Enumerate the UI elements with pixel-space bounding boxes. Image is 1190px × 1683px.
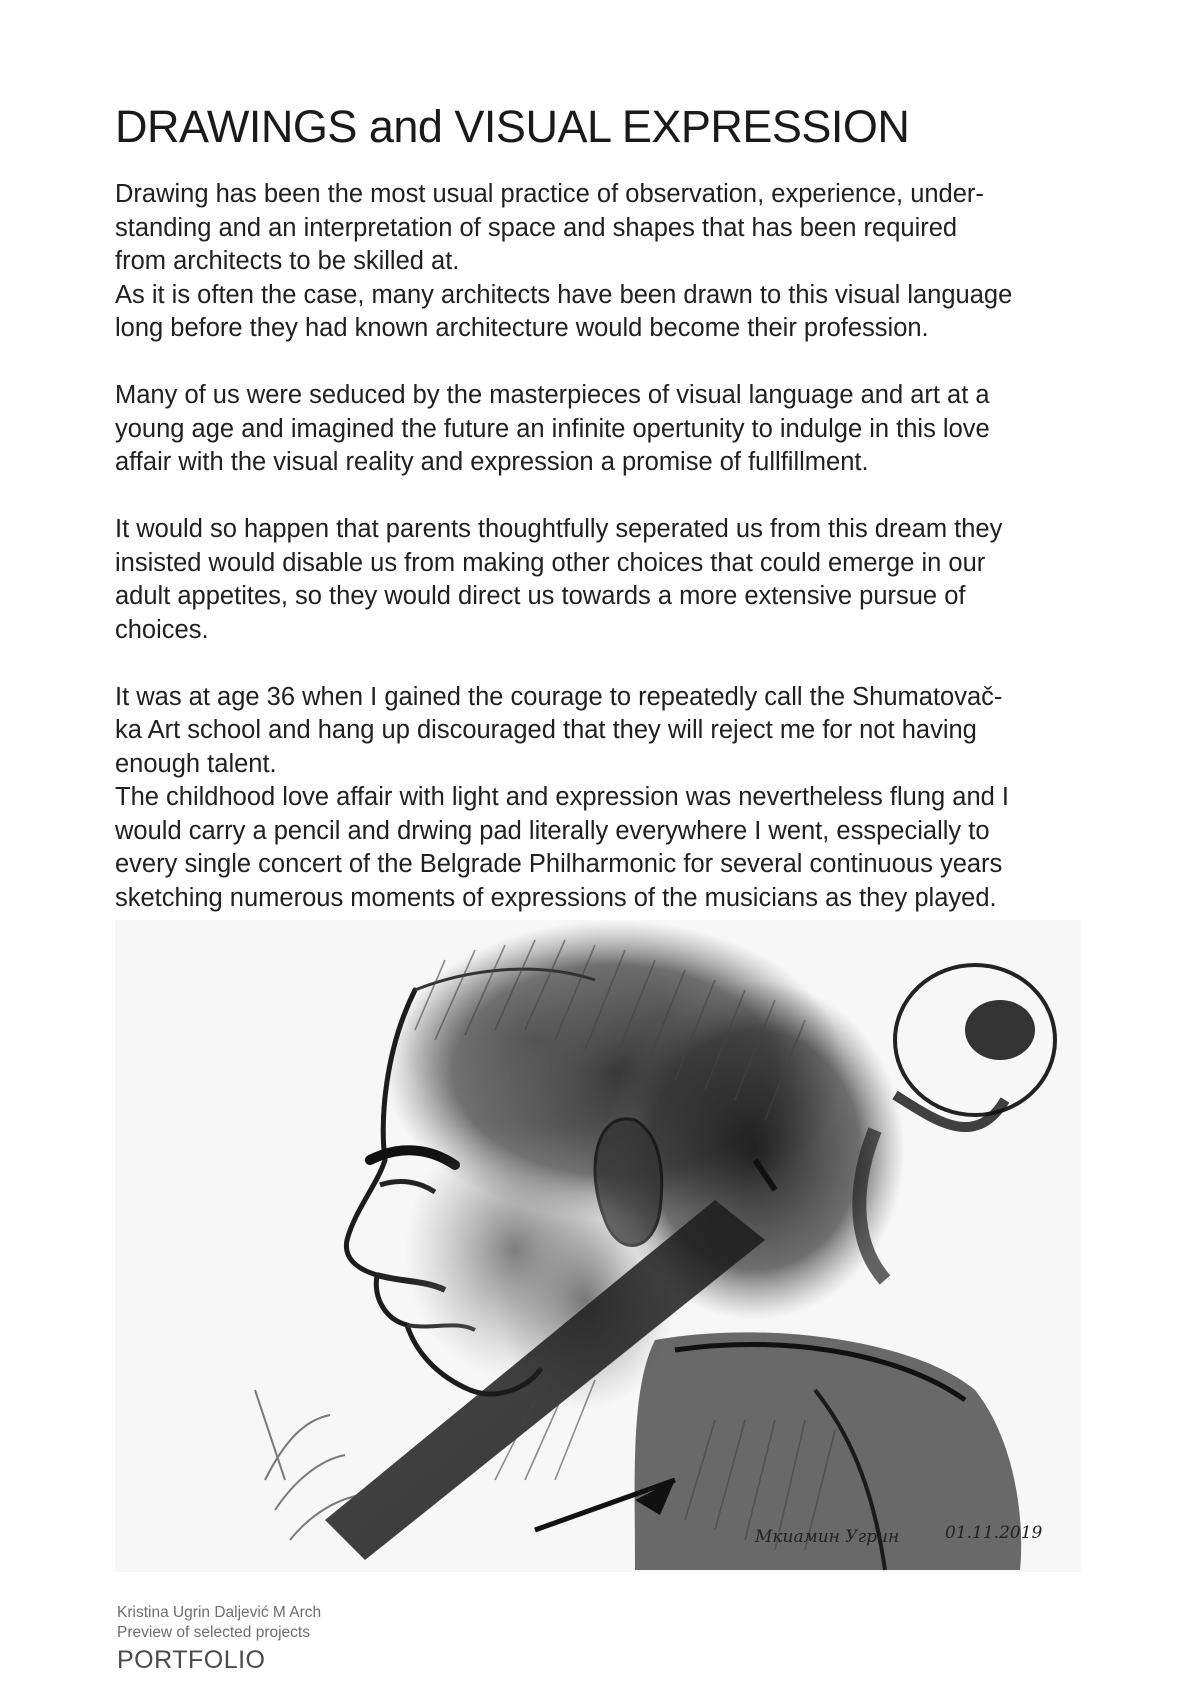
footer-subtitle: Preview of selected projects [117,1624,310,1641]
footer-author: Kristina Ugrin Daljević M Arch [117,1604,322,1621]
paragraph-seduced: Many of us were seduced by the masterpieces of visual language and art at a young age and imagined the future an infinite opertunity to indulge in this love affair with the visual reality and expression a promise of fullfillment. [115,381,990,476]
footer-portfolio-label: PORTFOLIO [117,1646,266,1674]
cellist-sketch-image [115,920,1081,1572]
cellist-sketch-drawing [115,920,1081,1572]
sketch-signature: Мкиамин Угрин [755,1527,900,1547]
page-title: DRAWINGS and VISUAL EXPRESSION [115,101,910,152]
sketch-date: 01.11.2019 [945,1523,1043,1543]
body-text [115,178,1100,915]
paragraph-parents: It would so happen that parents thoughtfully seperated us from this dream they insisted would disable us from making other choices that could emerge in our adult appetites, so they would direct us towards a more extensive pursue of choices. [115,515,1003,644]
footer [117,1603,321,1675]
paragraph-art-school: It was at age 36 when I gained the courage to repeatedly call the Shumatovač- ka Art school and hang up discouraged that they will reject me for not having enough talent. The childhood love affair with light and expression was nevertheless flung and I would carry a pencil and drwing pad literally everywhere I went, esspecially to every single concert of the Belgrade Philharmonic for several continuous years sketching numerous moments of expressions of the musicians as they played. [115,682,1009,912]
paragraph-intro: Drawing has been the most usual practice of observation, experience, under- standing and an interpretation of space and shapes that has been required from architects to be skilled at. As it is often the case, many architects have been drawn to this visual language long before they had known architecture would become their profession. [115,180,1013,342]
